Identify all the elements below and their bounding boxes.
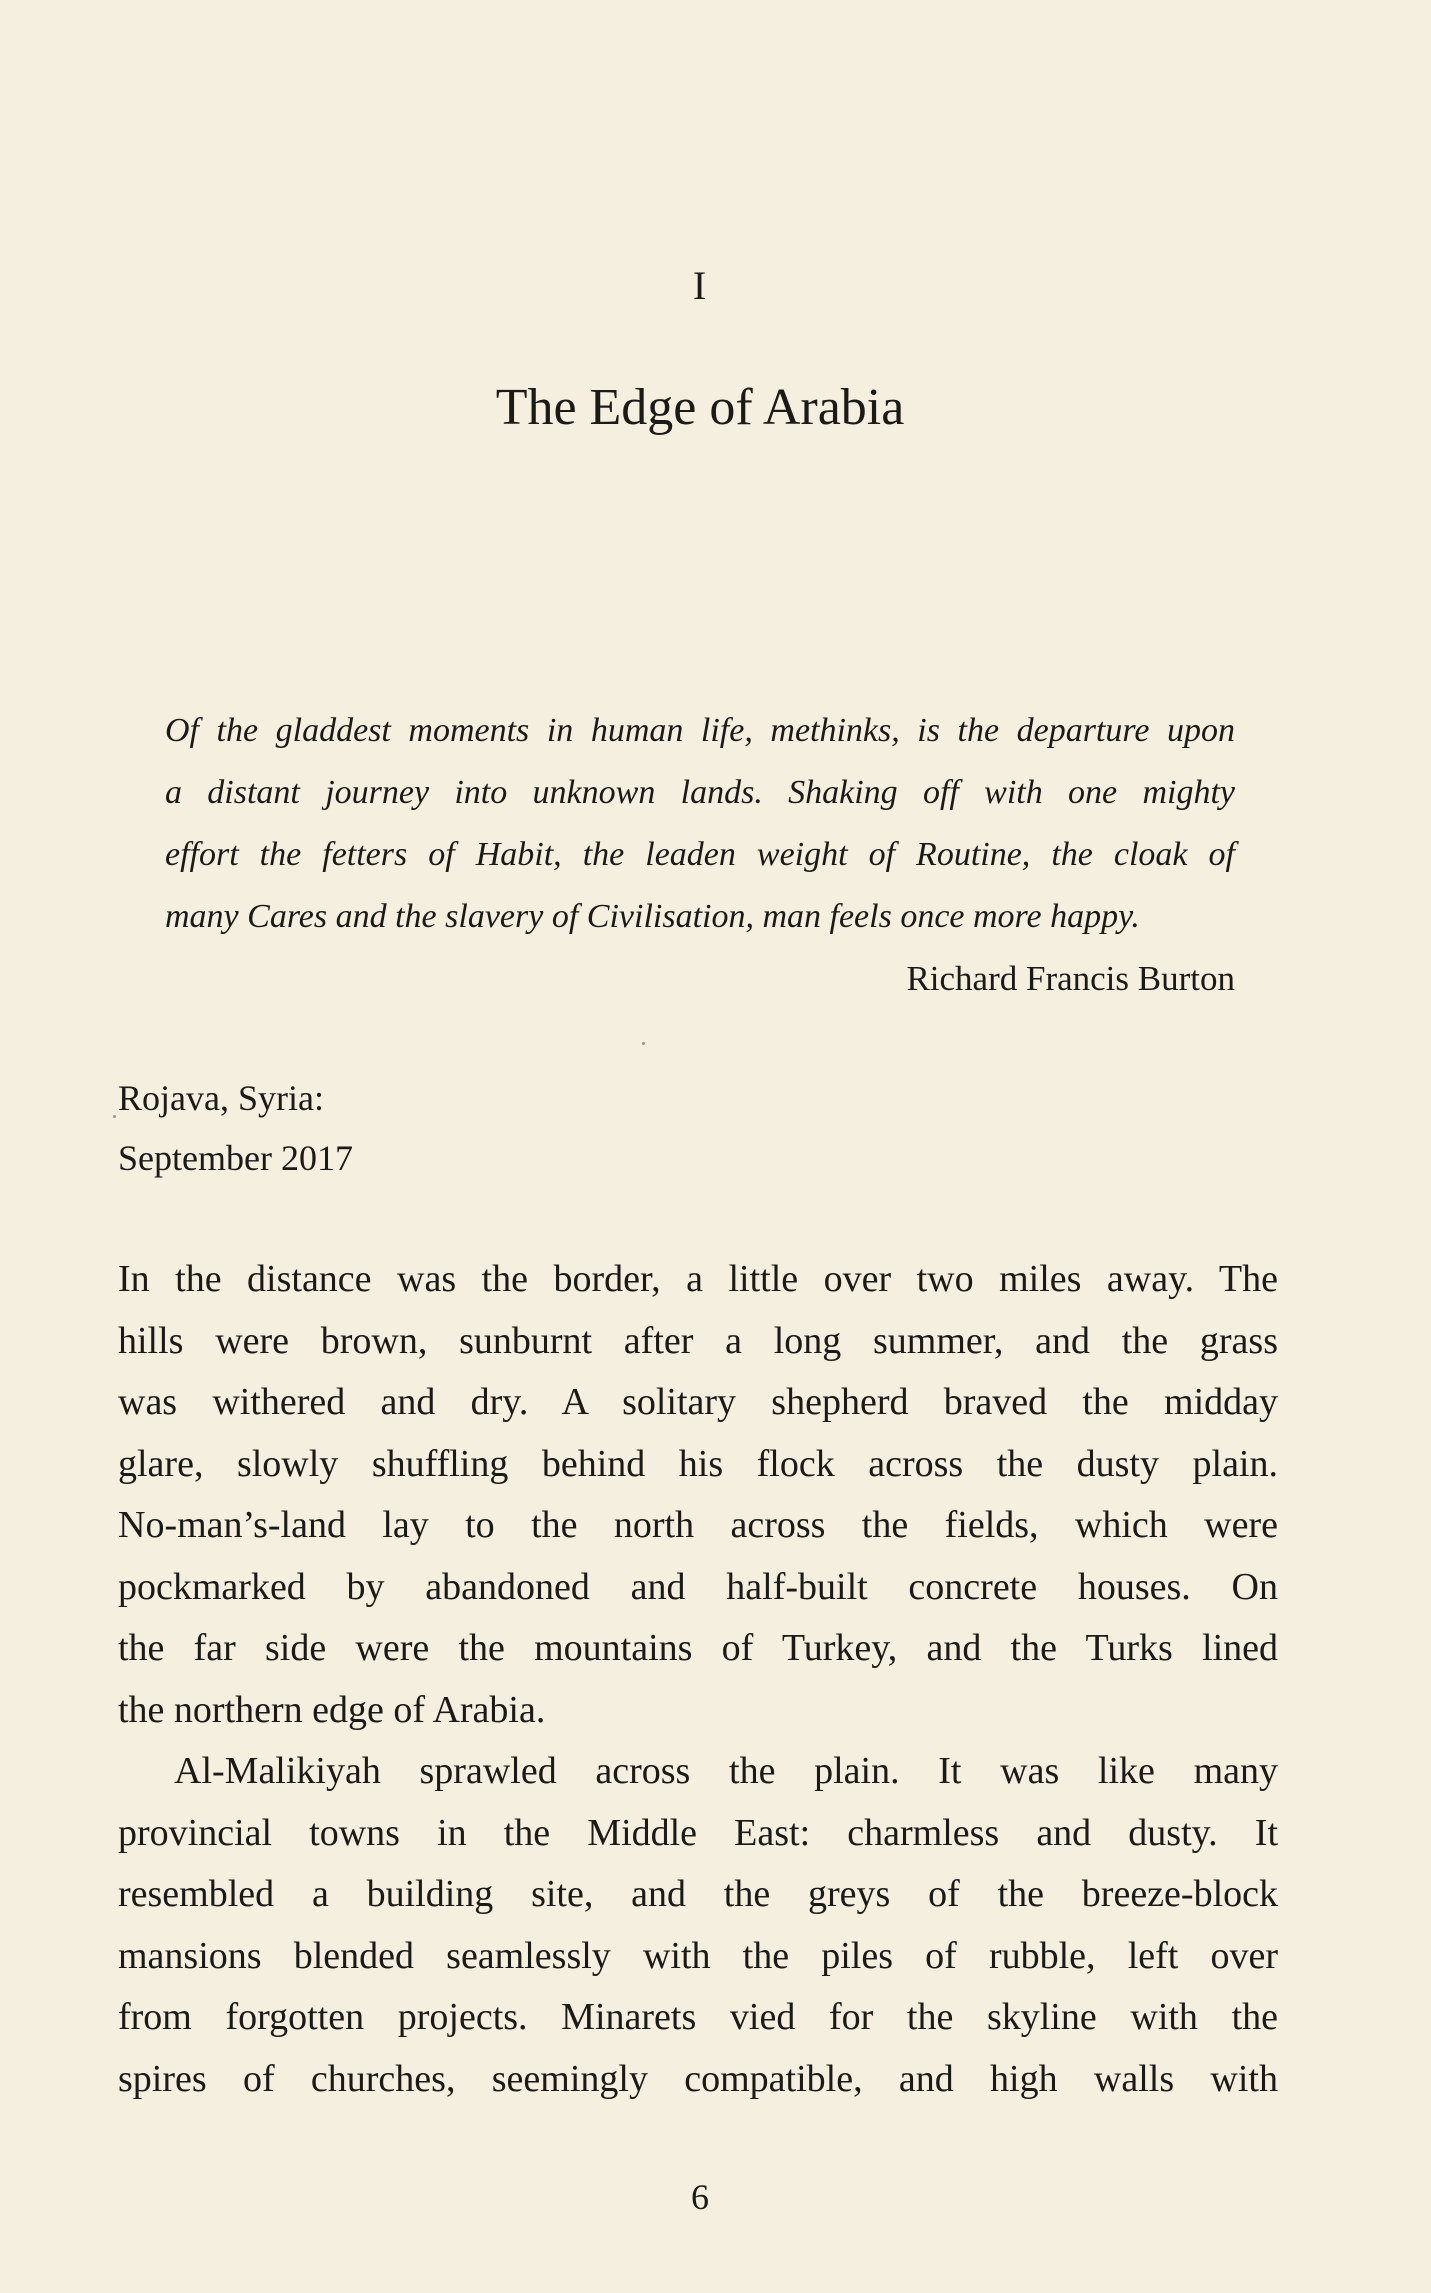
text-line: hills were brown, sunburnt after a long summer, and the grass (118, 1319, 1278, 1362)
paragraph-1 (118, 1249, 1278, 1741)
text-line: pockmarked by abandoned and half-built concrete houses. On (118, 1565, 1278, 1608)
epigraph-attribution: Richard Francis Burton (906, 959, 1235, 998)
paragraph-2 (118, 1741, 1278, 2110)
text-line: spires of churches, seemingly compatible, and high walls with (118, 2057, 1278, 2100)
epigraph (165, 700, 1235, 1010)
text-line: No-man’s-land lay to the north across the fields, which were (118, 1504, 1278, 1546)
dateline-date: September 2017 (118, 1138, 353, 1178)
text-line: the northern edge of Arabia. (118, 1688, 546, 1731)
text-line: resembled a building site, and the greys of the breeze-block (118, 1873, 1278, 1915)
epigraph-line: many Cares and the slavery of Civilisation, man feels once more happy. (165, 898, 1140, 935)
paper-speck (642, 1042, 645, 1045)
text-line: Al-Malikiyah sprawled across the plain. It was like many (174, 1750, 1278, 1792)
body-text (118, 1249, 1278, 2110)
text-line: mansions blended seamlessly with the piles of rubble, left over (118, 1934, 1278, 1977)
text-line: glare, slowly shuffling behind his flock across the dusty plain. (118, 1442, 1278, 1485)
text-line: from forgotten projects. Minarets vied for the skyline with the (118, 1996, 1278, 2038)
text-line: In the distance was the border, a little over two miles away. The (118, 1258, 1278, 1300)
epigraph-line: effort the fetters of Habit, the leaden weight of Routine, the cloak of (165, 836, 1235, 873)
paper-speck (113, 1115, 116, 1118)
chapter-title: The Edge of Arabia (495, 379, 905, 436)
dateline-place: Rojava, Syria: (118, 1078, 324, 1118)
chapter-number: I (692, 263, 708, 308)
text-line: was withered and dry. A solitary shepherd braved the midday (118, 1381, 1278, 1423)
dateline (118, 1068, 353, 1188)
page-number: 6 (691, 2177, 709, 2217)
epigraph-line: Of the gladdest moments in human life, methinks, is the departure upon (165, 712, 1235, 749)
text-line: the far side were the mountains of Turkey, and the Turks lined (118, 1627, 1278, 1669)
text-line: provincial towns in the Middle East: charmless and dusty. It (118, 1811, 1278, 1854)
epigraph-line: a distant journey into unknown lands. Shaking off with one mighty (165, 774, 1235, 811)
